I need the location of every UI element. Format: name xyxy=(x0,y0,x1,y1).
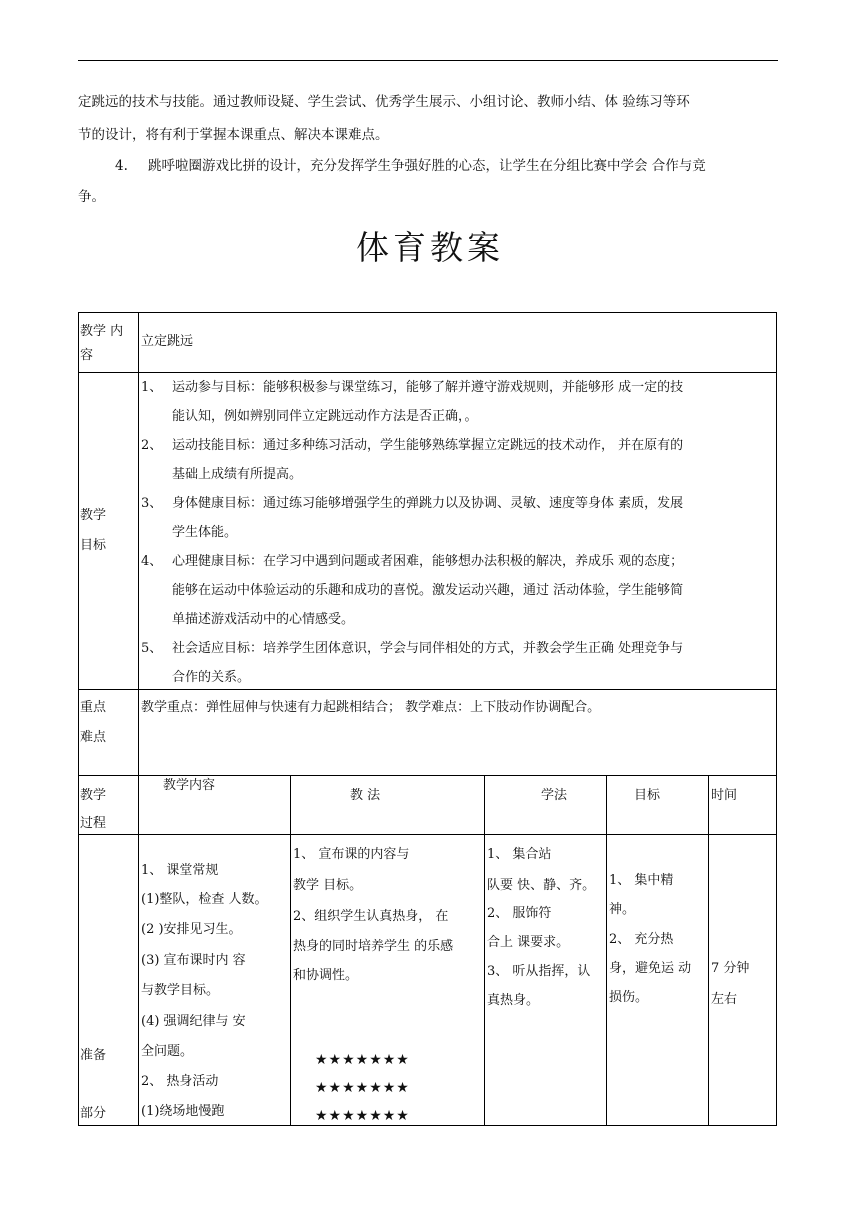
prep-goal-line: 身，避免运 动 xyxy=(609,961,692,976)
goal-4-line-3: 单描述游戏活动中的心情感受。 xyxy=(172,612,355,627)
goal-3-line-2: 学生体能。 xyxy=(172,525,238,540)
intro-item4-line-1: 跳呼啦圈游戏比拼的设计，充分发挥学生争强好胜的心态，让学生在分组比赛中学会 合作与竞 xyxy=(148,158,706,174)
formation-row-2: ★★★★★★★ xyxy=(315,1080,410,1096)
prep-time-line: 左右 xyxy=(711,992,738,1007)
prep-method-line: 2、组织学生认真热身， 在 xyxy=(293,909,449,924)
row-key-value: 教学重点：弹性屈伸与快速有力起跳相结合； 教学难点：上下肢动作协调配合。 xyxy=(141,700,601,715)
prep-method-line: 和协调性。 xyxy=(293,968,359,983)
goal-4-line-2: 能够在运动中体验运动的乐趣和成功的喜悦。激发运动兴趣，通过 活动体验，学生能够简 xyxy=(172,583,684,598)
formation-row-3: ★★★★★★★ xyxy=(315,1108,410,1124)
goal-3-line-1: 身体健康目标：通过练习能够增强学生的弹跳力以及协调、灵敏、速度等身体 素质，发展 xyxy=(172,496,684,511)
row-divider-4 xyxy=(78,834,777,835)
row-content-label-1: 教学 内 xyxy=(80,324,124,339)
row-prep-label-1: 准备 xyxy=(80,1048,107,1063)
column-header-study: 学法 xyxy=(541,788,568,803)
prep-content-line: (3) 宣布课时内 容 xyxy=(141,953,246,968)
prep-study-line: 合上 课要求。 xyxy=(487,935,570,950)
column-header-method: 教 法 xyxy=(350,788,381,803)
row-goals-label-1: 教学 xyxy=(80,508,107,523)
row-content-value: 立定跳远 xyxy=(141,334,194,349)
process-column-divider-4 xyxy=(708,775,709,1126)
prep-content-line: (2 )安排见习生。 xyxy=(141,922,242,937)
intro-line-1: 定跳远的技术与技能。通过教师设疑、学生尝试、优秀学生展示、小组讨论、教师小结、体 验练习等环 xyxy=(78,94,690,110)
column-header-time: 时间 xyxy=(711,788,738,803)
row-divider-1 xyxy=(78,372,777,373)
prep-study-line: 真热身。 xyxy=(487,993,540,1008)
goal-5-number: 5、 xyxy=(141,641,163,656)
table-border-right xyxy=(776,312,777,1126)
row-process-label-1: 教学 xyxy=(80,788,107,803)
goal-3-number: 3、 xyxy=(141,496,163,511)
goal-2-line-1: 运动技能目标：通过多种练习活动，学生能够熟练掌握立定跳远的技术动作， 并在原有的 xyxy=(172,438,684,453)
document-title: 体育教案 xyxy=(356,228,504,267)
prep-study-line: 2、 服饰符 xyxy=(487,906,552,921)
prep-content-line: 2、 热身活动 xyxy=(141,1074,219,1089)
row-prep-label-2: 部分 xyxy=(80,1106,107,1121)
row-process-label-2: 过程 xyxy=(80,816,107,831)
prep-study-line: 3、 听从指挥，认 xyxy=(487,964,591,979)
goal-5-line-1: 社会适应目标：培养学生团体意识，学会与同伴相处的方式，并教会学生正确 处理竞争与 xyxy=(172,641,684,656)
row-key-label-1: 重点 xyxy=(80,700,107,715)
row-key-label-2: 难点 xyxy=(80,730,107,745)
intro-item4-number: 4. xyxy=(115,158,128,174)
table-border-bottom xyxy=(78,1125,777,1126)
prep-goal-line: 1、 集中精 xyxy=(609,873,674,888)
column-header-content: 教学内容 xyxy=(163,778,216,793)
process-column-divider-3 xyxy=(606,775,607,1126)
goal-2-number: 2、 xyxy=(141,438,163,453)
row-goals-label-2: 目标 xyxy=(80,538,107,553)
goal-1-line-1: 运动参与目标：能够积极参与课堂练习，能够了解并遵守游戏规则，并能够形 成一定的技 xyxy=(172,380,684,395)
row-content-label-2: 容 xyxy=(80,348,94,363)
table-border-top xyxy=(78,312,777,313)
prep-content-line: 全问题。 xyxy=(141,1044,194,1059)
column-header-goal: 目标 xyxy=(634,788,661,803)
goal-1-number: 1、 xyxy=(141,380,163,395)
intro-line-2: 节的设计，将有利于掌握本课重点、解决本课难点。 xyxy=(78,127,389,143)
prep-method-line: 热身的同时培养学生 的乐感 xyxy=(293,939,454,954)
goal-2-line-2: 基础上成绩有所提高。 xyxy=(172,467,303,482)
prep-goal-line: 神。 xyxy=(609,902,636,917)
prep-time-line: 7 分钟 xyxy=(711,961,750,976)
prep-content-line: (1)绕场地慢跑 xyxy=(141,1104,225,1119)
goal-5-line-2: 合作的关系。 xyxy=(172,670,251,685)
prep-content-line: (1)整队，检查 人数。 xyxy=(141,892,268,907)
prep-goal-line: 2、 充分热 xyxy=(609,932,674,947)
header-rule xyxy=(78,60,778,61)
prep-goal-line: 损伤。 xyxy=(609,990,649,1005)
prep-content-line: 与教学目标。 xyxy=(141,983,220,998)
table-border-left xyxy=(78,312,79,1126)
goal-1-line-2: 能认知，例如辨别同伴立定跳远动作方法是否正确，。 xyxy=(172,409,478,424)
prep-content-line: 1、 课堂常规 xyxy=(141,863,219,878)
goal-4-number: 4、 xyxy=(141,554,163,569)
prep-study-line: 1、 集合站 xyxy=(487,847,552,862)
label-column-divider xyxy=(138,312,139,1126)
formation-row-1: ★★★★★★★ xyxy=(315,1052,410,1068)
prep-study-line: 队要 快、静、齐。 xyxy=(487,878,596,893)
prep-method-line: 1、 宣布课的内容与 xyxy=(293,847,410,862)
goal-4-line-1: 心理健康目标：在学习中遇到问题或者困难，能够想办法积极的解决，养成乐 观的态度； xyxy=(172,554,684,569)
formation-diagram xyxy=(291,1046,484,1125)
prep-method-line: 教学 目标。 xyxy=(293,878,363,893)
intro-item4-line-2: 争。 xyxy=(78,189,105,205)
prep-content-line: (4) 强调纪律与 安 xyxy=(141,1014,246,1029)
process-column-divider-2 xyxy=(484,775,485,1126)
